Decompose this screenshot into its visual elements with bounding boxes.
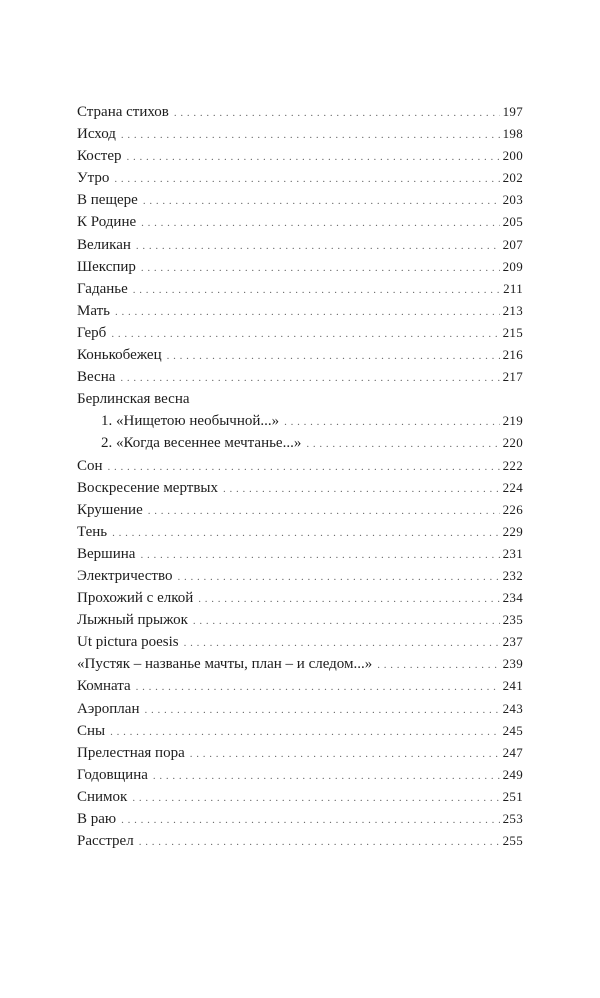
toc-page-number: 213 bbox=[502, 302, 523, 318]
toc-entry-title: Прелестная пора bbox=[77, 744, 185, 761]
toc-entry-title: Тень bbox=[77, 523, 108, 540]
toc-section-heading bbox=[77, 388, 523, 410]
dot-leader bbox=[148, 500, 500, 522]
toc-page-number: 220 bbox=[502, 435, 523, 451]
toc-entry bbox=[77, 477, 523, 499]
toc-entry bbox=[77, 764, 523, 786]
toc-entry bbox=[77, 189, 523, 211]
dot-leader bbox=[377, 654, 499, 676]
toc-page-number: 239 bbox=[502, 656, 523, 672]
dot-leader bbox=[174, 102, 500, 124]
toc-entry bbox=[77, 167, 523, 189]
toc-entry bbox=[77, 300, 523, 322]
dot-leader bbox=[144, 699, 499, 721]
table-of-contents bbox=[77, 101, 523, 852]
toc-page-number: 222 bbox=[502, 457, 523, 473]
toc-page-number: 251 bbox=[502, 788, 523, 804]
toc-entry bbox=[77, 543, 523, 565]
toc-page-number: 229 bbox=[502, 523, 523, 539]
toc-page-number: 234 bbox=[502, 590, 523, 606]
dot-leader bbox=[141, 257, 500, 279]
dot-leader bbox=[108, 456, 500, 478]
toc-entry-title: Мать bbox=[77, 302, 111, 319]
toc-entry-title: Гаданье bbox=[77, 280, 128, 297]
toc-entry-title: Годовщина bbox=[77, 766, 148, 783]
toc-page-number: 243 bbox=[502, 700, 523, 716]
toc-entry bbox=[77, 344, 523, 366]
toc-page-number: 249 bbox=[502, 766, 523, 782]
toc-page-number: 253 bbox=[502, 811, 523, 826]
toc-entry bbox=[77, 101, 523, 123]
toc-entry bbox=[77, 278, 523, 300]
dot-leader bbox=[193, 610, 500, 632]
dot-leader bbox=[132, 787, 499, 809]
toc-page-number: 226 bbox=[502, 501, 523, 517]
dot-leader bbox=[153, 765, 500, 787]
toc-page-number: 224 bbox=[502, 479, 523, 495]
toc-entry bbox=[77, 322, 523, 344]
dot-leader bbox=[223, 478, 500, 500]
toc-entry bbox=[77, 698, 523, 720]
toc-page-number: 217 bbox=[502, 369, 523, 385]
toc-page-number: 232 bbox=[502, 567, 523, 583]
toc-page-number: 200 bbox=[502, 148, 523, 164]
dot-leader bbox=[177, 566, 499, 588]
dot-leader bbox=[115, 301, 500, 323]
dot-leader bbox=[121, 124, 500, 146]
toc-page-number: 237 bbox=[502, 634, 523, 650]
toc-entry bbox=[77, 455, 523, 477]
toc-entry-title: Исход bbox=[77, 126, 116, 143]
toc-entry-title: Шекспир bbox=[77, 258, 136, 275]
toc-entry-title: Сны bbox=[77, 722, 106, 739]
dot-leader bbox=[112, 522, 499, 544]
dot-leader bbox=[136, 235, 500, 257]
toc-entry-title: Утро bbox=[77, 170, 110, 187]
toc-entry bbox=[77, 786, 523, 808]
dot-leader bbox=[190, 743, 500, 765]
toc-page-number: 205 bbox=[502, 214, 523, 230]
toc-page-number: 198 bbox=[502, 126, 523, 142]
dot-leader bbox=[110, 721, 499, 743]
toc-entry bbox=[77, 145, 523, 167]
toc-entry-title: Расстрел bbox=[77, 833, 134, 850]
toc-entry-title: «Пустяк – названье мачты, план – и следом...» bbox=[77, 656, 373, 673]
toc-entry bbox=[77, 366, 523, 388]
toc-page-number: 219 bbox=[502, 413, 523, 429]
toc-entry bbox=[77, 587, 523, 609]
toc-entry-title: Вершина bbox=[77, 545, 136, 562]
toc-entry-title: Крушение bbox=[77, 501, 143, 518]
toc-entry-title: Аэроплан bbox=[77, 700, 140, 717]
toc-entry bbox=[77, 499, 523, 521]
toc-page-number: 211 bbox=[503, 280, 523, 296]
dot-leader bbox=[114, 168, 499, 190]
toc-page-number: 245 bbox=[502, 722, 523, 738]
toc-entry-title: Лыжный прыжок bbox=[77, 612, 188, 629]
toc-entry-title: Костер bbox=[77, 148, 122, 165]
toc-entry-title: Страна стихов bbox=[77, 104, 169, 120]
toc-page-number: 231 bbox=[502, 545, 523, 561]
toc-entry-title: В раю bbox=[77, 811, 117, 827]
toc-entry bbox=[77, 653, 523, 675]
toc-entry bbox=[77, 123, 523, 145]
toc-page-number: 202 bbox=[502, 170, 523, 186]
toc-page-number: 215 bbox=[502, 324, 523, 340]
toc-entry bbox=[77, 808, 523, 830]
dot-leader bbox=[198, 588, 499, 610]
toc-entry-title: 1. «Нищетою необычной...» bbox=[101, 413, 280, 430]
dot-leader bbox=[120, 367, 499, 389]
toc-page-number: 235 bbox=[502, 612, 523, 628]
toc-entry bbox=[77, 720, 523, 742]
toc-entry bbox=[77, 234, 523, 256]
toc-entry bbox=[77, 410, 523, 432]
toc-entry-title: Снимок bbox=[77, 788, 128, 805]
toc-entry-title: Комната bbox=[77, 678, 131, 695]
toc-entry bbox=[77, 256, 523, 278]
toc-entry bbox=[77, 432, 523, 454]
dot-leader bbox=[306, 433, 499, 455]
dot-leader bbox=[121, 809, 499, 831]
dot-leader bbox=[133, 279, 500, 301]
dot-leader bbox=[143, 190, 500, 212]
toc-entry-title: Электричество bbox=[77, 567, 173, 584]
dot-leader bbox=[140, 544, 499, 566]
dot-leader bbox=[284, 411, 499, 433]
toc-entry bbox=[77, 609, 523, 631]
toc-entry-title: Сон bbox=[77, 457, 103, 474]
dot-leader bbox=[184, 632, 500, 654]
toc-page-number: 255 bbox=[502, 833, 523, 849]
dot-leader bbox=[111, 323, 499, 345]
toc-page-number: 247 bbox=[502, 744, 523, 760]
toc-entry-title: Весна bbox=[77, 369, 116, 386]
toc-entry-title: Конькобежец bbox=[77, 347, 162, 364]
dot-leader bbox=[141, 212, 499, 234]
toc-entry-title: Берлинская весна bbox=[77, 391, 190, 408]
toc-page-number: 207 bbox=[502, 236, 523, 252]
dot-leader bbox=[139, 831, 500, 853]
toc-entry-title: В пещере bbox=[77, 192, 138, 209]
toc-entry bbox=[77, 675, 523, 697]
toc-page-number: 209 bbox=[502, 258, 523, 274]
toc-entry-title: Герб bbox=[77, 324, 107, 341]
toc-entry-title: Великан bbox=[77, 236, 131, 253]
toc-entry-title: 2. «Когда весеннее мечтанье...» bbox=[101, 435, 302, 452]
toc-entry-title: Прохожий с елкой bbox=[77, 590, 194, 607]
toc-page-number: 241 bbox=[502, 678, 523, 694]
toc-entry-title: К Родине bbox=[77, 214, 137, 231]
toc-entry bbox=[77, 830, 523, 852]
toc-entry-title: Воскресение мертвых bbox=[77, 479, 218, 496]
toc-entry bbox=[77, 742, 523, 764]
toc-entry-title: Ut pictura poesis bbox=[77, 634, 179, 651]
toc-page-number: 197 bbox=[502, 104, 523, 119]
toc-entry bbox=[77, 565, 523, 587]
toc-page-number: 216 bbox=[502, 347, 523, 363]
dot-leader bbox=[136, 676, 500, 698]
dot-leader bbox=[127, 146, 500, 168]
toc-entry bbox=[77, 631, 523, 653]
dot-leader bbox=[167, 345, 500, 367]
toc-entry bbox=[77, 211, 523, 233]
toc-page-number: 203 bbox=[502, 192, 523, 208]
toc-entry bbox=[77, 521, 523, 543]
